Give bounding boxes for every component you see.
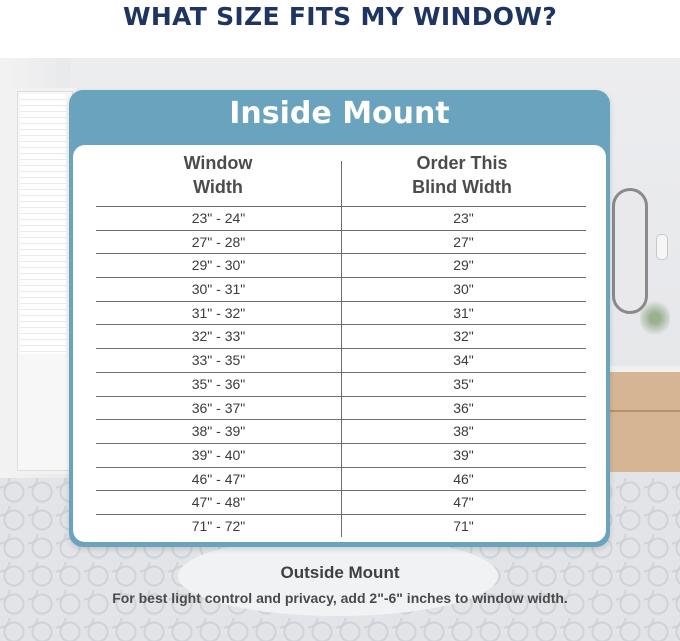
window-width-cell: 36" - 37" <box>191 399 246 416</box>
outside-mount-note: For best light control and privacy, add 2"-6" inches to window width. <box>112 590 568 606</box>
page-title: WHAT SIZE FITS MY WINDOW? <box>122 2 558 31</box>
column-header-window-width <box>96 151 340 199</box>
window-width-cell: 38" - 39" <box>191 423 246 440</box>
column-header-line: Width <box>193 177 243 197</box>
table-body <box>96 206 586 538</box>
vanity-cabinet <box>606 366 680 472</box>
order-width-cell: 30" <box>453 281 474 298</box>
table-row <box>96 230 586 254</box>
table-row <box>96 301 586 325</box>
column-header-order-width <box>340 151 584 199</box>
table-row <box>96 277 586 301</box>
order-width-cell: 27" <box>453 233 474 250</box>
order-width-cell: 46" <box>453 470 474 487</box>
inside-mount-title: Inside Mount <box>229 96 450 131</box>
table-row <box>96 467 586 491</box>
window-width-cell: 46" - 47" <box>191 470 246 487</box>
order-width-cell: 23" <box>453 210 474 226</box>
order-width-cell: 31" <box>453 304 474 321</box>
window-width-cell: 39" - 40" <box>191 446 246 463</box>
order-width-cell: 29" <box>453 257 474 274</box>
table-row <box>96 372 586 396</box>
table-row <box>96 253 586 277</box>
window-width-cell: 35" - 36" <box>191 375 246 392</box>
outside-mount-title: Outside Mount <box>280 563 400 582</box>
window-width-cell: 27" - 28" <box>191 233 246 250</box>
order-width-cell: 71" <box>453 517 474 534</box>
window-width-cell: 32" - 33" <box>191 328 246 345</box>
table-row <box>96 490 586 514</box>
window-width-cell: 29" - 30" <box>191 257 246 274</box>
order-width-cell: 32" <box>453 328 474 345</box>
column-header-line: Order This <box>416 153 508 173</box>
window-width-cell: 31" - 32" <box>191 304 246 321</box>
table-row <box>96 324 586 348</box>
vanity-drawer-line <box>606 410 680 412</box>
wall-sconce <box>656 234 668 260</box>
table-row <box>96 419 586 443</box>
order-width-cell: 36" <box>453 399 474 416</box>
column-header-line: Blind Width <box>412 177 512 197</box>
window-width-cell: 71" - 72" <box>191 517 246 534</box>
column-header-line: Window <box>183 153 253 173</box>
table-row <box>96 396 586 420</box>
window-width-cell: 33" - 35" <box>191 352 246 369</box>
table-row <box>96 348 586 372</box>
header-band <box>0 0 680 58</box>
window-width-cell: 30" - 31" <box>191 281 246 298</box>
order-width-cell: 47" <box>453 494 474 511</box>
order-width-cell: 38" <box>453 423 474 440</box>
plant <box>640 298 670 338</box>
table-row <box>96 206 586 230</box>
window-width-cell: 47" - 48" <box>191 494 246 511</box>
table-row <box>96 514 586 538</box>
order-width-cell: 39" <box>453 446 474 463</box>
window-width-cell: 23" - 24" <box>191 210 246 226</box>
inside-mount-card <box>69 90 610 547</box>
order-width-cell: 34" <box>453 352 474 369</box>
order-width-cell: 35" <box>453 375 474 392</box>
mirror <box>612 188 648 314</box>
size-table <box>73 145 606 542</box>
window-blinds <box>20 94 66 354</box>
table-row <box>96 443 586 467</box>
